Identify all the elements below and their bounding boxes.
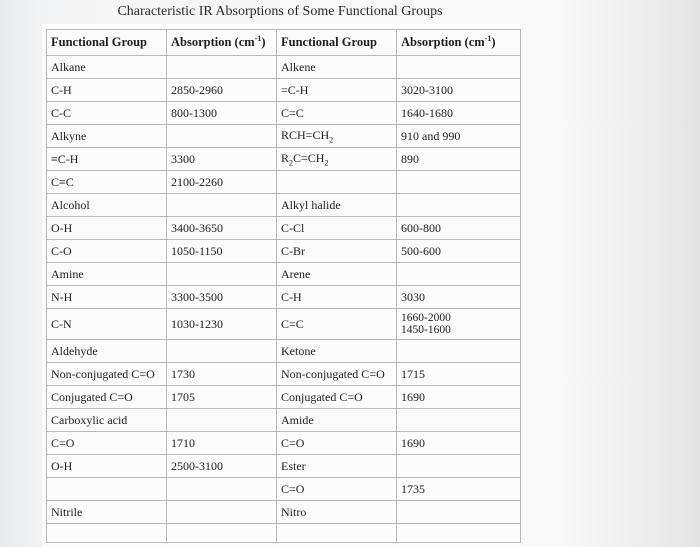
- absorption-cell: 1690: [397, 386, 521, 409]
- absorption-cell: [167, 501, 277, 524]
- absorption-cell: 500-600: [397, 240, 521, 263]
- absorption-cell: [397, 194, 521, 217]
- absorption-cell: [167, 194, 277, 217]
- absorption-cell: 910 and 990: [397, 125, 521, 148]
- table-row: [47, 501, 521, 524]
- group-cell: Arene: [277, 263, 397, 286]
- absorption-cell: 3300-3500: [167, 286, 277, 309]
- group-cell: Conjugated C=O: [47, 386, 167, 409]
- group-cell: C-H: [277, 286, 397, 309]
- absorption-cell: 3400-3650: [167, 217, 277, 240]
- group-cell: N-H: [47, 286, 167, 309]
- table-row: [47, 524, 521, 543]
- group-cell: C-Cl: [277, 217, 397, 240]
- table-row: [47, 478, 521, 501]
- absorption-cell: [167, 56, 277, 79]
- group-cell: Conjugated C=O: [277, 386, 397, 409]
- table-row: [47, 363, 521, 386]
- header-functional-group-left: Functional Group: [47, 30, 167, 56]
- header-absorption-left: Absorption $(cm^{-1})$: [167, 30, 277, 56]
- group-cell: C=C: [277, 309, 397, 340]
- group-cell: C-Br: [277, 240, 397, 263]
- group-cell: $RCH=CH_2$: [277, 125, 397, 148]
- absorption-cell: [397, 263, 521, 286]
- table-row: [47, 125, 521, 148]
- group-cell: [277, 171, 397, 194]
- group-cell: C-O: [47, 240, 167, 263]
- absorption-cell: 890: [397, 148, 521, 171]
- table-row: [47, 432, 521, 455]
- absorption-cell: 1705: [167, 386, 277, 409]
- absorption-cell: 1735: [397, 478, 521, 501]
- absorption-cell: 3300: [167, 148, 277, 171]
- group-cell: $R_2C=CH_2$: [277, 148, 397, 171]
- table-row: [47, 79, 521, 102]
- absorption-cell: 1715: [397, 363, 521, 386]
- group-cell: C=O: [277, 432, 397, 455]
- group-cell: Non-conjugated C=O: [277, 363, 397, 386]
- table-row: [47, 286, 521, 309]
- absorption-cell: 2500-3100: [167, 455, 277, 478]
- table-row: [47, 194, 521, 217]
- group-cell: O-H: [47, 455, 167, 478]
- table-row: [47, 102, 521, 125]
- page-title: Characteristic IR Absorptions of Some Functional Groups: [117, 4, 443, 19]
- group-cell: Alkane: [47, 56, 167, 79]
- group-cell: Non-conjugated C=O: [47, 363, 167, 386]
- table-row: [47, 409, 521, 432]
- group-cell: ≡C-H: [47, 148, 167, 171]
- absorption-cell: 600-800: [397, 217, 521, 240]
- table-row: [47, 263, 521, 286]
- header-absorption-right: Absorption $(cm^{-1})$: [397, 30, 521, 56]
- table-header-row: [47, 30, 521, 56]
- table-row: [47, 148, 521, 171]
- group-cell: Alcohol: [47, 194, 167, 217]
- group-cell: Carboxylic acid: [47, 409, 167, 432]
- absorption-cell: 2100-2260: [167, 171, 277, 194]
- group-cell: Amide: [277, 409, 397, 432]
- group-cell: C≡C: [47, 171, 167, 194]
- group-cell: C-N: [47, 309, 167, 340]
- absorption-cell: [167, 409, 277, 432]
- absorption-cell: [397, 455, 521, 478]
- table-row: [47, 386, 521, 409]
- table-row: [47, 56, 521, 79]
- absorption-cell: [397, 340, 521, 363]
- absorption-cell: 800-1300: [167, 102, 277, 125]
- absorption-cell: 2850-2960: [167, 79, 277, 102]
- table-row: [47, 240, 521, 263]
- table-row: [47, 171, 521, 194]
- header-functional-group-right: Functional Group: [277, 30, 397, 56]
- absorption-cell: 1710: [167, 432, 277, 455]
- table-row: [47, 455, 521, 478]
- group-cell: Nitro: [277, 501, 397, 524]
- group-cell: O-H: [47, 217, 167, 240]
- group-cell: Alkyne: [47, 125, 167, 148]
- group-cell: C=O: [47, 432, 167, 455]
- absorption-cell: 3030: [397, 286, 521, 309]
- absorption-cell: [167, 125, 277, 148]
- absorption-cell: [397, 524, 521, 543]
- table-row: [47, 217, 521, 240]
- group-cell: C=O: [277, 478, 397, 501]
- absorption-cell: 1030-1230: [167, 309, 277, 340]
- group-cell: [47, 524, 167, 543]
- ir-absorption-table: [46, 29, 521, 543]
- absorption-cell: [397, 171, 521, 194]
- absorption-cell: 3020-3100: [397, 79, 521, 102]
- group-cell: Alkene: [277, 56, 397, 79]
- group-cell: Alkyl halide: [277, 194, 397, 217]
- absorption-cell: [397, 409, 521, 432]
- absorption-cell: [167, 263, 277, 286]
- absorption-cell: [167, 340, 277, 363]
- group-cell: C-H: [47, 79, 167, 102]
- group-cell: C=C: [277, 102, 397, 125]
- absorption-cell: 1690: [397, 432, 521, 455]
- absorption-cell: [167, 478, 277, 501]
- group-cell: =C-H: [277, 79, 397, 102]
- group-cell: Amine: [47, 263, 167, 286]
- group-cell: [277, 524, 397, 543]
- table-row: [47, 340, 521, 363]
- group-cell: Ester: [277, 455, 397, 478]
- group-cell: [47, 478, 167, 501]
- absorption-cell: 1730: [167, 363, 277, 386]
- absorption-cell: [397, 56, 521, 79]
- absorption-cell: 1640-1680: [397, 102, 521, 125]
- group-cell: C-C: [47, 102, 167, 125]
- absorption-cell: 1050-1150: [167, 240, 277, 263]
- group-cell: Ketone: [277, 340, 397, 363]
- absorption-cell: 1660-2000 1450-1600: [397, 309, 521, 340]
- absorption-cell: [167, 524, 277, 543]
- group-cell: Aldehyde: [47, 340, 167, 363]
- group-cell: Nitrile: [47, 501, 167, 524]
- absorption-cell: [397, 501, 521, 524]
- table-row: [47, 309, 521, 340]
